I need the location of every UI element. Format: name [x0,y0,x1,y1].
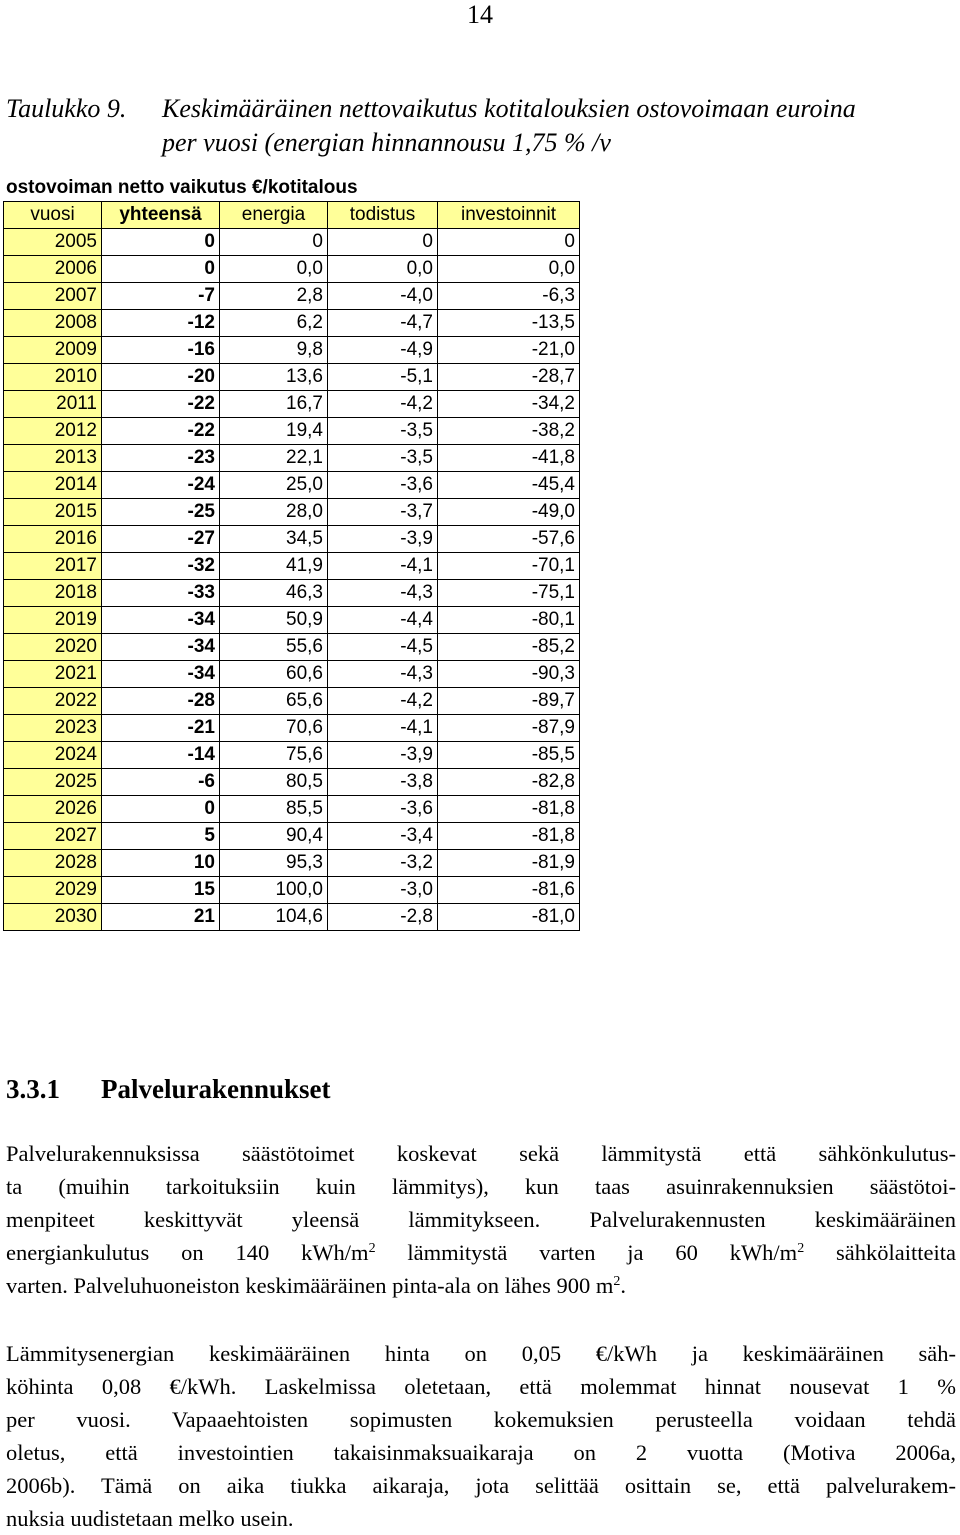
cell-investoinnit: -80,1 [438,607,580,634]
cell-vuosi: 2025 [4,769,102,796]
table-row [4,904,580,931]
cell-investoinnit: 0 [438,229,580,256]
paragraph-line: nuksia uudistetaan melko usein. [6,1506,294,1531]
cell-investoinnit: -75,1 [438,580,580,607]
cell-vuosi: 2008 [4,310,102,337]
table-row [4,310,580,337]
table-row [4,499,580,526]
table-row [4,418,580,445]
cell-yhteensa: -23 [102,445,220,472]
cell-energia: 95,3 [220,850,328,877]
cell-investoinnit: -38,2 [438,418,580,445]
cell-energia: 50,9 [220,607,328,634]
cell-energia: 46,3 [220,580,328,607]
superscript: 2 [613,1274,621,1289]
cell-yhteensa: -20 [102,364,220,391]
table-row [4,256,580,283]
cell-investoinnit: -28,7 [438,364,580,391]
cell-yhteensa: -22 [102,391,220,418]
table-body [4,229,580,931]
cell-yhteensa: 21 [102,904,220,931]
paragraph-1 [6,1137,956,1302]
cell-todistus: -4,9 [328,337,438,364]
cell-yhteensa: 15 [102,877,220,904]
cell-todistus: -3,6 [328,472,438,499]
header-investoinnit: investoinnit [438,202,580,229]
cell-investoinnit: -90,3 [438,661,580,688]
cell-vuosi: 2018 [4,580,102,607]
cell-todistus: -4,1 [328,553,438,580]
table-title: ostovoiman netto vaikutus €/kotitalous [6,177,358,198]
cell-energia: 28,0 [220,499,328,526]
section-number: 3.3.1 [6,1074,60,1104]
table-header-row [4,202,580,229]
cell-investoinnit: 0,0 [438,256,580,283]
cell-energia: 65,6 [220,688,328,715]
table-row [4,364,580,391]
cell-vuosi: 2026 [4,796,102,823]
caption-line-1: Keskimääräinen nettovaikutus kotitalouksien ostovoimaan euroina [162,94,856,123]
cell-vuosi: 2005 [4,229,102,256]
header-vuosi: vuosi [4,202,102,229]
table-row [4,607,580,634]
cell-todistus: -4,7 [328,310,438,337]
table-row [4,283,580,310]
cell-energia: 75,6 [220,742,328,769]
cell-energia: 6,2 [220,310,328,337]
cell-yhteensa: -21 [102,715,220,742]
table-row [4,553,580,580]
cell-energia: 25,0 [220,472,328,499]
header-energia: energia [220,202,328,229]
cell-todistus: -3,9 [328,742,438,769]
cell-vuosi: 2019 [4,607,102,634]
table-row [4,526,580,553]
paragraph-line: varten. Palveluhuoneiston keskimääräinen pinta-ala on lähes 900 $m^2$. [6,1273,626,1298]
table-row [4,823,580,850]
cell-vuosi: 2010 [4,364,102,391]
cell-todistus: -4,1 [328,715,438,742]
cell-vuosi: 2012 [4,418,102,445]
page-number: 14 [467,0,493,29]
table-row [4,742,580,769]
cell-todistus: -4,4 [328,607,438,634]
paragraph-line: köhinta 0,08 €/kWh. Laskelmissa oletetaan, että molemmat hinnat nousevat 1 % [6,1374,956,1399]
paragraph-line: Lämmitysenergian keskimääräinen hinta on 0,05 €/kWh ja keskimääräinen säh- [6,1341,956,1366]
cell-todistus: -3,0 [328,877,438,904]
table-row [4,661,580,688]
cell-yhteensa: -6 [102,769,220,796]
cell-energia: 16,7 [220,391,328,418]
cell-todistus: -4,5 [328,634,438,661]
cell-todistus: -3,6 [328,796,438,823]
table-row [4,229,580,256]
cell-yhteensa: 0 [102,796,220,823]
cell-investoinnit: -81,8 [438,823,580,850]
cell-investoinnit: -13,5 [438,310,580,337]
superscript: 2 [368,1241,376,1256]
cell-vuosi: 2017 [4,553,102,580]
table-row [4,877,580,904]
cell-investoinnit: -81,6 [438,877,580,904]
cell-todistus: -3,2 [328,850,438,877]
cell-todistus: -3,5 [328,445,438,472]
cell-vuosi: 2011 [4,391,102,418]
cell-yhteensa: -16 [102,337,220,364]
cell-energia: 0,0 [220,256,328,283]
cell-yhteensa: 5 [102,823,220,850]
paragraph-line: per vuosi. Vapaaehtoisten sopimusten kokemuksien perusteella voidaan tehdä [6,1407,956,1432]
cell-vuosi: 2027 [4,823,102,850]
cell-yhteensa: -33 [102,580,220,607]
cell-investoinnit: -81,0 [438,904,580,931]
table-row [4,391,580,418]
cell-vuosi: 2022 [4,688,102,715]
cell-energia: 85,5 [220,796,328,823]
cell-investoinnit: -45,4 [438,472,580,499]
cell-investoinnit: -85,5 [438,742,580,769]
cell-yhteensa: -7 [102,283,220,310]
table-row [4,472,580,499]
cell-todistus: -3,4 [328,823,438,850]
cell-energia: 41,9 [220,553,328,580]
cell-vuosi: 2009 [4,337,102,364]
cell-yhteensa: -12 [102,310,220,337]
paragraph-line: oletus, että investointien takaisinmaksuaikaraja on 2 vuotta (Motiva 2006a, [6,1440,956,1465]
paragraph-line: ta (muihin tarkoituksiin kuin lämmitys), kun taas asuinrakennuksien säästötoi- [6,1174,956,1199]
section-heading [6,1074,331,1105]
cell-todistus: 0 [328,229,438,256]
cell-todistus: -3,5 [328,418,438,445]
cell-todistus: -4,0 [328,283,438,310]
cell-vuosi: 2020 [4,634,102,661]
table-row [4,337,580,364]
cell-yhteensa: -14 [102,742,220,769]
cell-energia: 0 [220,229,328,256]
cell-yhteensa: -22 [102,418,220,445]
cell-energia: 55,6 [220,634,328,661]
cell-investoinnit: -81,9 [438,850,580,877]
cell-yhteensa: 10 [102,850,220,877]
cell-vuosi: 2024 [4,742,102,769]
cell-energia: 80,5 [220,769,328,796]
cell-todistus: -4,2 [328,391,438,418]
cell-vuosi: 2023 [4,715,102,742]
superscript: 2 [797,1241,805,1256]
table-row [4,796,580,823]
cell-energia: 70,6 [220,715,328,742]
cell-vuosi: 2028 [4,850,102,877]
paragraph-line: energiankulutus on 140 kWh/$m^2$ lämmitystä varten ja 60 kWh/$m^2$ sähkölaitteita [6,1240,956,1265]
cell-energia: 22,1 [220,445,328,472]
cell-todistus: -2,8 [328,904,438,931]
cell-yhteensa: -27 [102,526,220,553]
cell-yhteensa: -34 [102,634,220,661]
cell-energia: 60,6 [220,661,328,688]
table-row [4,688,580,715]
cell-energia: 9,8 [220,337,328,364]
cell-todistus: -3,7 [328,499,438,526]
cell-yhteensa: -34 [102,661,220,688]
cell-investoinnit: -82,8 [438,769,580,796]
cell-yhteensa: -25 [102,499,220,526]
cell-investoinnit: -89,7 [438,688,580,715]
table-row [4,715,580,742]
cell-vuosi: 2016 [4,526,102,553]
table-row [4,850,580,877]
cell-investoinnit: -6,3 [438,283,580,310]
cell-todistus: 0,0 [328,256,438,283]
cell-investoinnit: -57,6 [438,526,580,553]
cell-vuosi: 2021 [4,661,102,688]
cell-vuosi: 2013 [4,445,102,472]
cell-energia: 34,5 [220,526,328,553]
table-row [4,445,580,472]
paragraph-line: 2006b). Tämä on aika tiukka aikaraja, jota selittää osittain se, että palvelurakem- [6,1473,956,1498]
section-title: Palvelurakennukset [101,1074,331,1104]
cell-vuosi: 2014 [4,472,102,499]
cell-energia: 19,4 [220,418,328,445]
cell-vuosi: 2029 [4,877,102,904]
cell-todistus: -3,9 [328,526,438,553]
cell-investoinnit: -81,8 [438,796,580,823]
table-row [4,634,580,661]
cell-energia: 90,4 [220,823,328,850]
cell-todistus: -4,2 [328,688,438,715]
cell-todistus: -4,3 [328,661,438,688]
table-row [4,769,580,796]
cell-energia: 104,6 [220,904,328,931]
cell-vuosi: 2007 [4,283,102,310]
cell-todistus: -3,8 [328,769,438,796]
cell-vuosi: 2030 [4,904,102,931]
cell-energia: 13,6 [220,364,328,391]
caption-label: Taulukko 9. [6,94,127,123]
cell-energia: 2,8 [220,283,328,310]
header-todistus: todistus [328,202,438,229]
cell-todistus: -4,3 [328,580,438,607]
cell-energia: 100,0 [220,877,328,904]
paragraph-line: menpiteet keskittyvät yleensä lämmitykseen. Palvelurakennusten keskimääräinen [6,1207,956,1232]
cell-investoinnit: -85,2 [438,634,580,661]
data-table [3,201,580,931]
table-row [4,580,580,607]
cell-yhteensa: 0 [102,256,220,283]
cell-yhteensa: -24 [102,472,220,499]
cell-yhteensa: -34 [102,607,220,634]
paragraph-2 [6,1337,956,1535]
caption-line-2: per vuosi (energian hinnannousu 1,75 % /v [162,128,611,157]
cell-vuosi: 2015 [4,499,102,526]
cell-investoinnit: -70,1 [438,553,580,580]
cell-investoinnit: -34,2 [438,391,580,418]
cell-investoinnit: -21,0 [438,337,580,364]
cell-investoinnit: -87,9 [438,715,580,742]
cell-yhteensa: -28 [102,688,220,715]
cell-yhteensa: -32 [102,553,220,580]
cell-yhteensa: 0 [102,229,220,256]
cell-investoinnit: -49,0 [438,499,580,526]
cell-investoinnit: -41,8 [438,445,580,472]
header-yhteensa: yhteensä [102,202,220,229]
paragraph-line: Palvelurakennuksissa säästötoimet koskevat sekä lämmitystä että sähkönkulutus- [6,1141,956,1166]
cell-todistus: -5,1 [328,364,438,391]
cell-vuosi: 2006 [4,256,102,283]
